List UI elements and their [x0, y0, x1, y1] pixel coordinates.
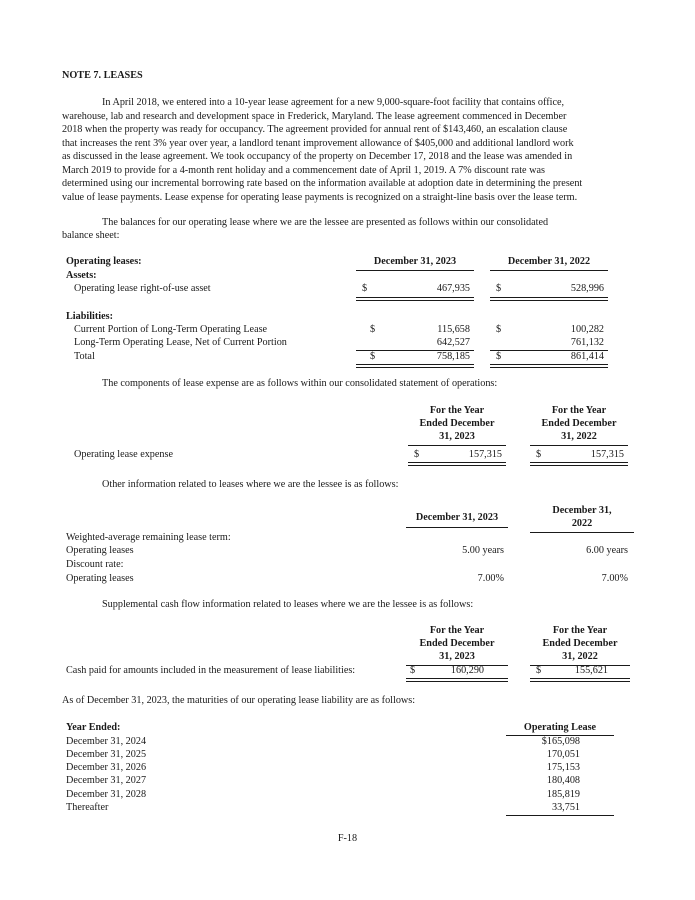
other-intro: Other information related to leases where we are the lessee is as follows:: [102, 479, 399, 490]
cash-2023: 160,290: [450, 665, 484, 676]
total-label: Total: [74, 351, 95, 362]
expense-col-2023-line: Ended December: [419, 418, 495, 429]
maturity-year-header: Year Ended:: [66, 722, 121, 733]
cash-col-2022-line: Ended December: [542, 638, 618, 649]
maturity-year: December 31, 2028: [66, 789, 147, 800]
intro-line: as discussed in the lease agreement. We took occupancy of the property on December 17, 2018 and the lease was amended in: [62, 151, 573, 162]
expense-2022: 157,315: [590, 449, 624, 460]
note-title: NOTE 7. LEASES: [62, 70, 143, 81]
balance-intro-line: The balances for our operating lease where we are the lessee are presented as follows within our consolidated: [102, 217, 549, 228]
cash-col-2022-line: For the Year: [552, 625, 608, 636]
page-number: F-18: [337, 833, 358, 844]
dollar-sign: $: [362, 283, 368, 294]
rate-2023: 7.00%: [477, 573, 504, 584]
expense-col-2022-line: For the Year: [551, 405, 607, 416]
maturity-year: December 31, 2027: [66, 775, 147, 786]
rate-row-label: Operating leases: [66, 573, 134, 584]
current-2022: 100,282: [570, 324, 604, 335]
maturity-year: December 31, 2026: [66, 762, 147, 773]
intro-line: that increases the rent 3% year over year, a landlord tenant improvement allowance of $405,000 and additional landlord work: [62, 138, 574, 149]
balance-header-label: Operating leases:: [66, 256, 142, 267]
expense-2023: 157,315: [468, 449, 502, 460]
maturity-value: 185,819: [546, 789, 580, 800]
dollar-sign: $: [414, 449, 420, 460]
balance-intro-line: balance sheet:: [62, 230, 120, 241]
maturity-year: December 31, 2024: [66, 736, 147, 747]
maturity-year: Thereafter: [66, 802, 109, 813]
intro-line: In April 2018, we entered into a 10-year lease agreement for a new 9,000-square-foot facility that contains office,: [102, 97, 565, 108]
maturity-value: 175,153: [546, 762, 580, 773]
cash-col-2023-line: Ended December: [419, 638, 495, 649]
maturity-value: $165,098: [541, 736, 580, 747]
rate-label: Discount rate:: [66, 559, 124, 570]
intro-line: 2018 when the property was ready for occupancy. The agreement provided for annual rent of $143,460, an escalation clause: [62, 124, 568, 135]
intro-line: value of lease payments. Lease expense for operating lease payments is recognized on a straight-line basis over the lease term.: [62, 192, 578, 203]
maturity-value: 33,751: [551, 802, 580, 813]
term-2023: 5.00 years: [462, 545, 504, 556]
dollar-sign: $: [370, 351, 376, 362]
liabilities-label: Liabilities:: [66, 311, 113, 322]
maturity-value-header: Operating Lease: [523, 722, 597, 733]
expense-col-2023-line: 31, 2023: [439, 431, 475, 442]
other-col-2023: December 31, 2023: [415, 512, 499, 523]
cash-row-label: Cash paid for amounts included in the measurement of lease liabilities:: [66, 665, 356, 676]
rate-2022: 7.00%: [601, 573, 628, 584]
cash-col-2023-line: 31, 2023: [439, 651, 475, 662]
other-col-2022-line: December 31,: [552, 505, 612, 516]
dollar-sign: $: [496, 283, 502, 294]
intro-line: determined using our incremental borrowing rate based on the information available at adoption date in determining the present: [62, 178, 583, 189]
maturity-value: 180,408: [546, 775, 580, 786]
longterm-2022: 761,132: [570, 337, 604, 348]
total-2022: 861,414: [570, 351, 604, 362]
other-col-2022-line: 2022: [571, 518, 593, 529]
maturity-value: 170,051: [546, 749, 580, 760]
expense-col-2023-line: For the Year: [429, 405, 485, 416]
maturity-intro: As of December 31, 2023, the maturities of our operating lease liability are as follows:: [62, 695, 416, 706]
intro-line: March 2019 to provide for a 4-month rent holiday and a commencement date of April 1, 2019. A 7% discount rate was: [62, 165, 545, 176]
balance-col-2022: December 31, 2022: [507, 256, 591, 267]
rou-2022: 528,996: [570, 283, 604, 294]
longterm-2023: 642,527: [436, 337, 470, 348]
rou-label: Operating lease right-of-use asset: [74, 283, 211, 294]
dollar-sign: $: [496, 324, 502, 335]
dollar-sign: $: [536, 665, 542, 676]
expense-intro: The components of lease expense are as follows within our consolidated statement of operations:: [102, 378, 498, 389]
total-2023: 758,185: [436, 351, 470, 362]
balance-col-2023: December 31, 2023: [373, 256, 457, 267]
cash-col-2022-line: 31, 2022: [562, 651, 598, 662]
dollar-sign: $: [370, 324, 376, 335]
current-2023: 115,658: [437, 324, 470, 335]
expense-row-label: Operating lease expense: [74, 449, 173, 460]
rou-2023: 467,935: [436, 283, 470, 294]
cash-2022: 155,621: [574, 665, 608, 676]
term-2022: 6.00 years: [586, 545, 628, 556]
current-lease-label: Current Portion of Long-Term Operating Lease: [74, 324, 268, 335]
dollar-sign: $: [536, 449, 542, 460]
expense-col-2022-line: 31, 2022: [561, 431, 597, 442]
cash-col-2023-line: For the Year: [429, 625, 485, 636]
dollar-sign: $: [410, 665, 416, 676]
cash-intro: Supplemental cash flow information related to leases where we are the lessee is as follows:: [102, 599, 474, 610]
dollar-sign: $: [496, 351, 502, 362]
term-label: Weighted-average remaining lease term:: [66, 532, 231, 543]
expense-col-2022-line: Ended December: [541, 418, 617, 429]
longterm-lease-label: Long-Term Operating Lease, Net of Current Portion: [74, 337, 287, 348]
term-row-label: Operating leases: [66, 545, 134, 556]
maturity-year: December 31, 2025: [66, 749, 147, 760]
assets-label: Assets:: [66, 270, 97, 281]
intro-line: warehouse, lab and research and development space in Frederick, Maryland. The lease agreement commenced in December: [62, 111, 567, 122]
